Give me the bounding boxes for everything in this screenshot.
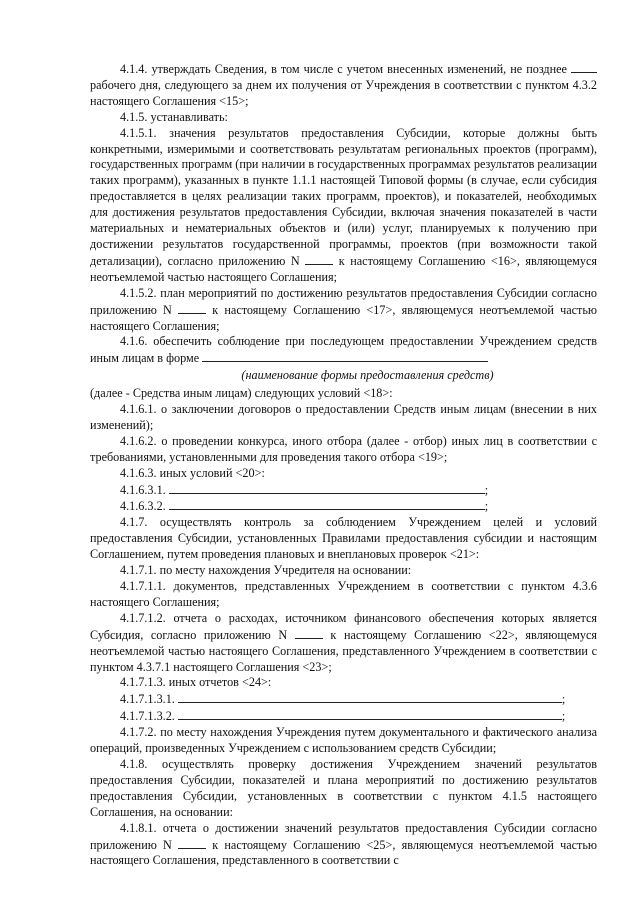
paragraph-4-1-8-1: 4.1.8.1. отчета о достижении значений результатов предоставления Субсидии согласно приложению N к настоящему Соглашению <25>, являющемуся неотъемлемой частью настоящего Соглашения, представленного в соответствии с: [90, 820, 598, 868]
paragraph-4-1-6-2: 4.1.6.2. о проведении конкурса, иного отбора (далее - отбор) иных лиц в соответствии с требованиями, установленными для проведения такого отбора <19>;: [90, 433, 597, 464]
paragraph-4-1-7-1: 4.1.7.1. по месту нахождения Учредителя на основании:: [120, 563, 412, 578]
blank-field: [202, 350, 488, 362]
paragraph-4-1-6: 4.1.6. обеспечить соблюдение при последующем предоставлении Учреждением средств иным лицам в форме: [90, 334, 597, 366]
paragraph-4-1-6-3: 4.1.6.3. иных условий <20>:: [120, 465, 265, 480]
blank-field: [178, 708, 562, 720]
paragraph-4-1-6-1: 4.1.6.1. о заключении договоров о предоставлении Средств иным лицам (внесении в них изменений);: [90, 402, 597, 432]
paragraph-4-1-6-3-1: 4.1.6.3.1. ;: [120, 482, 489, 497]
paragraph-4-1-4: 4.1.4. утверждать Сведения, в том числе с учетом внесенных изменений, не позднее рабочего дня, следующего за днем их получения от Учреждения в соответствии с пунктом 4.3.2 настоящего Соглашения <15>;: [90, 62, 597, 108]
blank-field: [295, 627, 323, 639]
paragraph-4-1-7-1-3-1: 4.1.7.1.3.1. ;: [120, 692, 566, 707]
blank-field: [169, 482, 485, 494]
paragraph-4-1-7-1-3: 4.1.7.1.3. иных отчетов <24>:: [120, 675, 272, 690]
paragraph-4-1-6-3-2: 4.1.6.3.2. ;: [120, 499, 489, 514]
blank-field: [178, 837, 206, 849]
blank-field: [178, 691, 562, 703]
paragraph-4-1-5-1: 4.1.5.1. значения результатов предоставления Субсидии, которые должны быть конкретными, измеримыми и соответствовать результатам региональных проектов (программ), государственных программ (при наличии в государственных программах результатов реализации таких программ), указанных в пункте 1.1.1 настоящей Типовой формы (в случае, если субсидия предоставляется в целях реализации таких программ, проектов), и показателей, необходимых для достижения результатов предоставления Субсидии, включая значения показателей в части материальных и нематериальных объектов и (или) услуг, планируемых к получению при достижении результатов государственной программы, проектов (при возможности такой детализации), согласно приложению N к настоящему Соглашению <16>, являющемуся неотъемлемой частью настоящего Соглашения;: [90, 125, 598, 284]
blank-field: [178, 302, 206, 314]
paragraph-4-1-5: 4.1.5. устанавливать:: [120, 109, 228, 124]
paragraph-4-1-7-1-3-2: 4.1.7.1.3.2. ;: [120, 709, 566, 724]
paragraph-4-1-5-2: 4.1.5.2. план мероприятий по достижению результатов предоставления Субсидии согласно приложению N к настоящему Соглашению <17>, являющемуся неотъемлемой частью настоящего Соглашения;: [90, 285, 598, 333]
blank-field: [571, 61, 597, 73]
paragraph-4-1-7: 4.1.7. осуществлять контроль за соблюдением Учреждением целей и условий предоставления Субсидии, установленных Правилами предоставления субсидии и настоящим Соглашением, путем проведения плановых и внеплановых проверок <21>:: [90, 515, 597, 562]
paragraph-4-1-7-2: 4.1.7.2. по месту нахождения Учреждения путем документального и фактического анализа операций, произведенных Учреждением с использованием средств Субсидии;: [90, 725, 597, 756]
paragraph-conditions-intro: (далее - Средства иным лицам) следующих условий <18>:: [90, 386, 393, 401]
paragraph-4-1-7-1-1: 4.1.7.1.1. документов, представленных Учреждением в соответствии с пунктом 4.3.6 настоящего Соглашения;: [90, 579, 597, 609]
blank-field: [305, 253, 333, 265]
form-caption: (наименование формы предоставления средств): [241, 368, 494, 383]
blank-field: [169, 498, 485, 510]
paragraph-4-1-7-1-2: 4.1.7.1.2. отчета о расходах, источником финансового обеспечения которых является Субсидия, согласно приложению N к настоящему Соглашению <22>, являющемуся неотъемлемой частью настоящего Соглашения, представленного Учреждением в соответствии с пунктом 4.3.7.1 настоящего Соглашения <23>;: [90, 610, 598, 674]
paragraph-4-1-8: 4.1.8. осуществлять проверку достижения Учреждением значений результатов предоставления Субсидии, показателей и плана мероприятий по достижению результатов предоставления Субсидии, установленных в соответствии с пунктом 4.1.5 настоящего Соглашения, на основании:: [90, 756, 597, 819]
